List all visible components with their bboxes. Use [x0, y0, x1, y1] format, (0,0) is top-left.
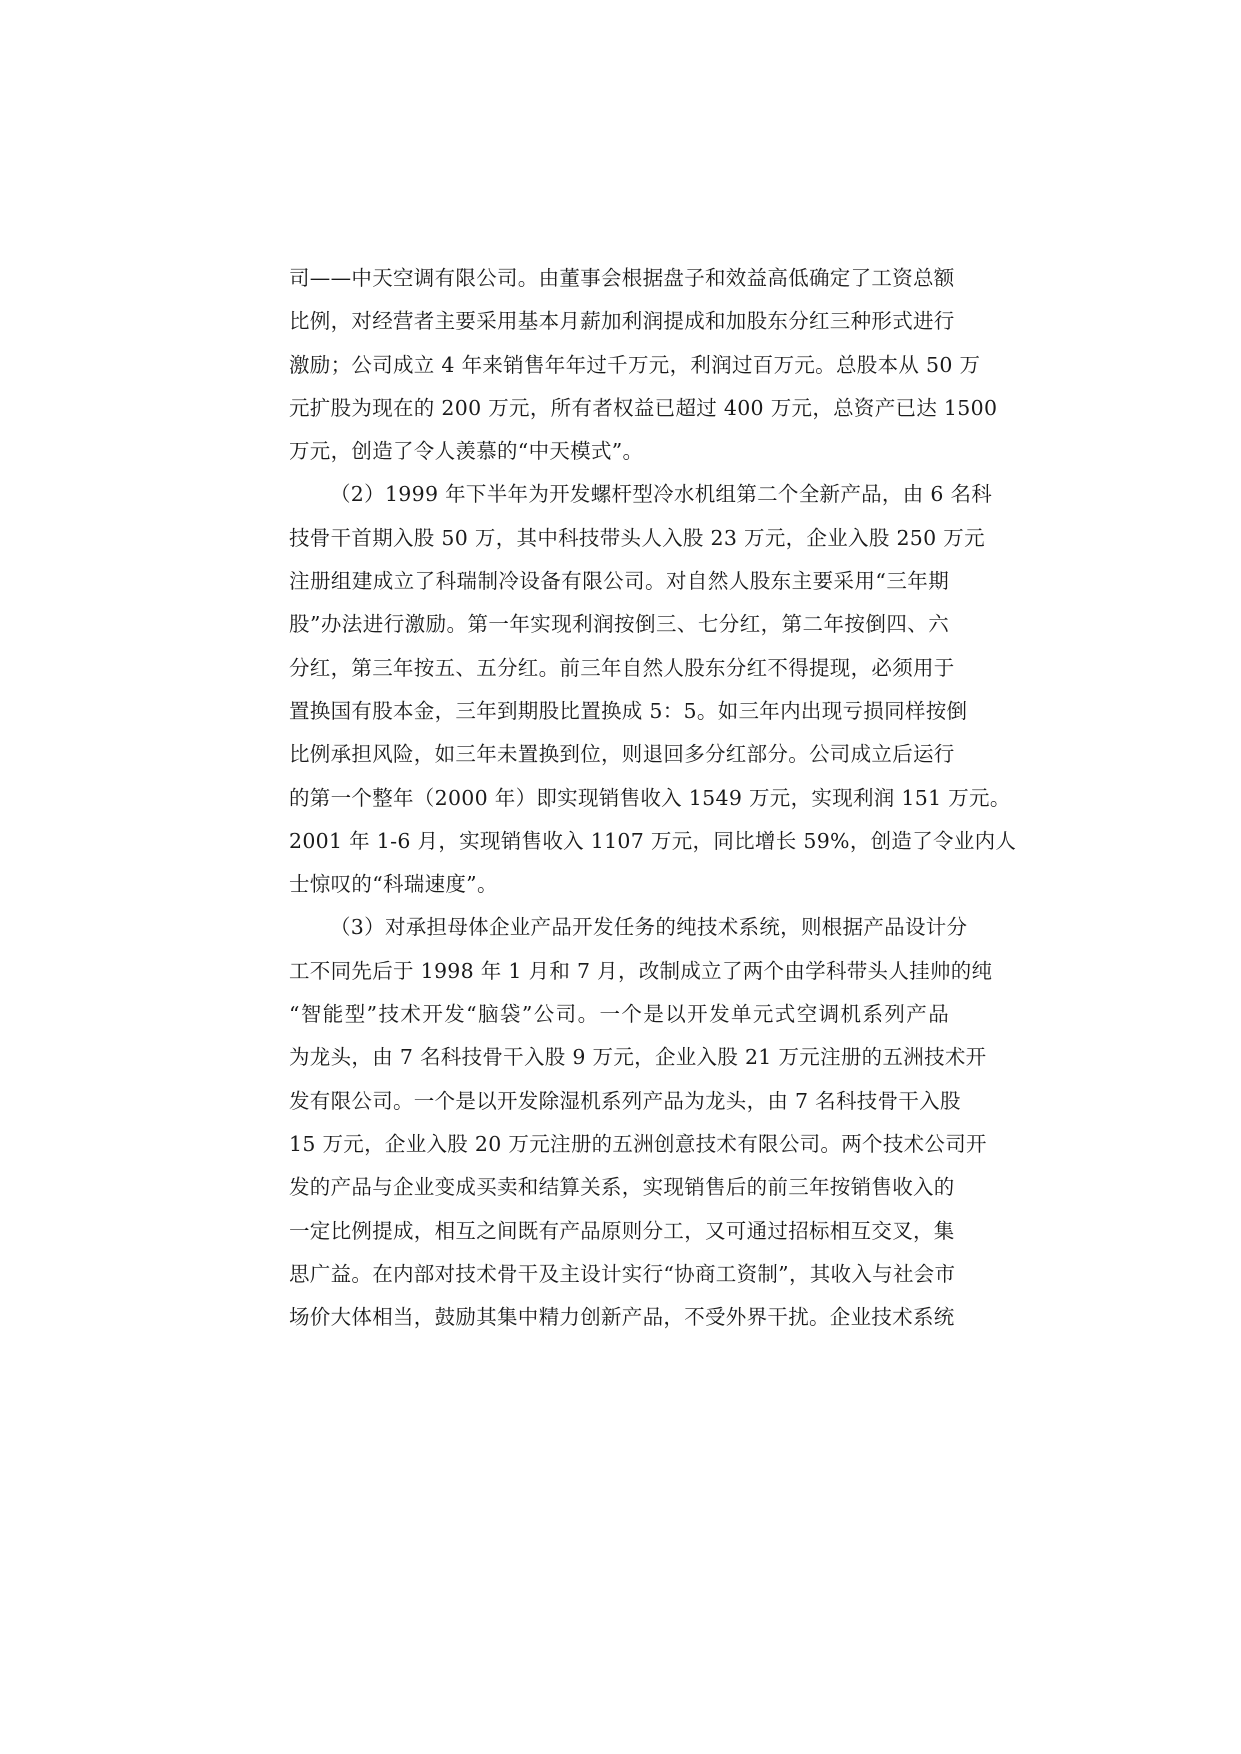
text-line: 技骨干首期入股 50 万，其中科技带头人入股 23 万元，企业入股 250 万元 — [289, 525, 985, 550]
text-line: 注册组建成立了科瑞制冷设备有限公司。对自然人股东主要采用“三年期 — [289, 569, 949, 594]
text-line: 思广益。在内部对技术骨干及主设计实行“协商工资制”，其收入与社会市 — [289, 1261, 956, 1286]
text-line: 一定比例提成，相互之间既有产品原则分工，又可通过招标相互交叉，集 — [289, 1218, 955, 1243]
text-line: 为龙头，由 7 名科技骨干入股 9 万元，企业入股 21 万元注册的五洲技术开 — [289, 1045, 987, 1070]
text-line: 工不同先后于 1998 年 1 月和 7 月，改制成立了两个由学科带头人挂帅的纯 — [289, 958, 993, 983]
paragraph-start-line: （2）1999 年下半年为开发螺杆型冷水机组第二个全新产品，由 6 名科 — [330, 482, 993, 507]
text-line: 发有限公司。一个是以开发除湿机系列产品为龙头，由 7 名科技骨干入股 — [289, 1088, 961, 1113]
text-line: 司——中天空调有限公司。由董事会根据盘子和效益高低确定了工资总额 — [289, 266, 955, 290]
body-text — [289, 257, 1017, 1339]
text-line: 2001 年 1-6 月，实现销售收入 1107 万元，同比增长 59%，创造了令业内人 — [289, 828, 1017, 853]
text-line: 发的产品与企业变成买卖和结算关系，实现销售后的前三年按销售收入的 — [289, 1175, 955, 1200]
text-line: 激励；公司成立 4 年来销售年年过千万元，利润过百万元。总股本从 50 万 — [289, 352, 981, 377]
text-line: 置换国有股本金，三年到期股比置换成 5：5。如三年内出现亏损同样按倒 — [289, 698, 968, 723]
text-line: “智能型”技术开发“脑袋”公司。一个是以开发单元式空调机系列产品 — [289, 1002, 949, 1027]
text-line: 比例承担风险，如三年未置换到位，则退回多分红部分。公司成立后运行 — [289, 742, 955, 767]
text-line: 的第一个整年（2000 年）即实现销售收入 1549 万元，实现利润 151 万元。 — [289, 785, 1011, 810]
paragraph-start-line: （3）对承担母体企业产品开发任务的纯技术系统，则根据产品设计分 — [330, 915, 968, 940]
text-line: 元扩股为现在的 200 万元，所有者权益已超过 400 万元，总资产已达 1500 — [289, 395, 998, 420]
text-line: 股”办法进行激励。第一年实现利润按倒三、七分红，第二年按倒四、六 — [289, 612, 949, 637]
text-line: 15 万元，企业入股 20 万元注册的五洲创意技术有限公司。两个技术公司开 — [289, 1131, 987, 1156]
text-line: 场价大体相当，鼓励其集中精力创新产品，不受外界干扰。企业技术系统 — [289, 1305, 955, 1330]
text-line: 士惊叹的“科瑞速度”。 — [289, 872, 498, 897]
text-line: 分红，第三年按五、五分红。前三年自然人股东分红不得提现，必须用于 — [289, 655, 955, 680]
text-line: 万元，创造了令人羡慕的“中天模式”。 — [289, 439, 644, 464]
text-line: 比例，对经营者主要采用基本月薪加利润提成和加股东分红三种形式进行 — [289, 309, 955, 334]
